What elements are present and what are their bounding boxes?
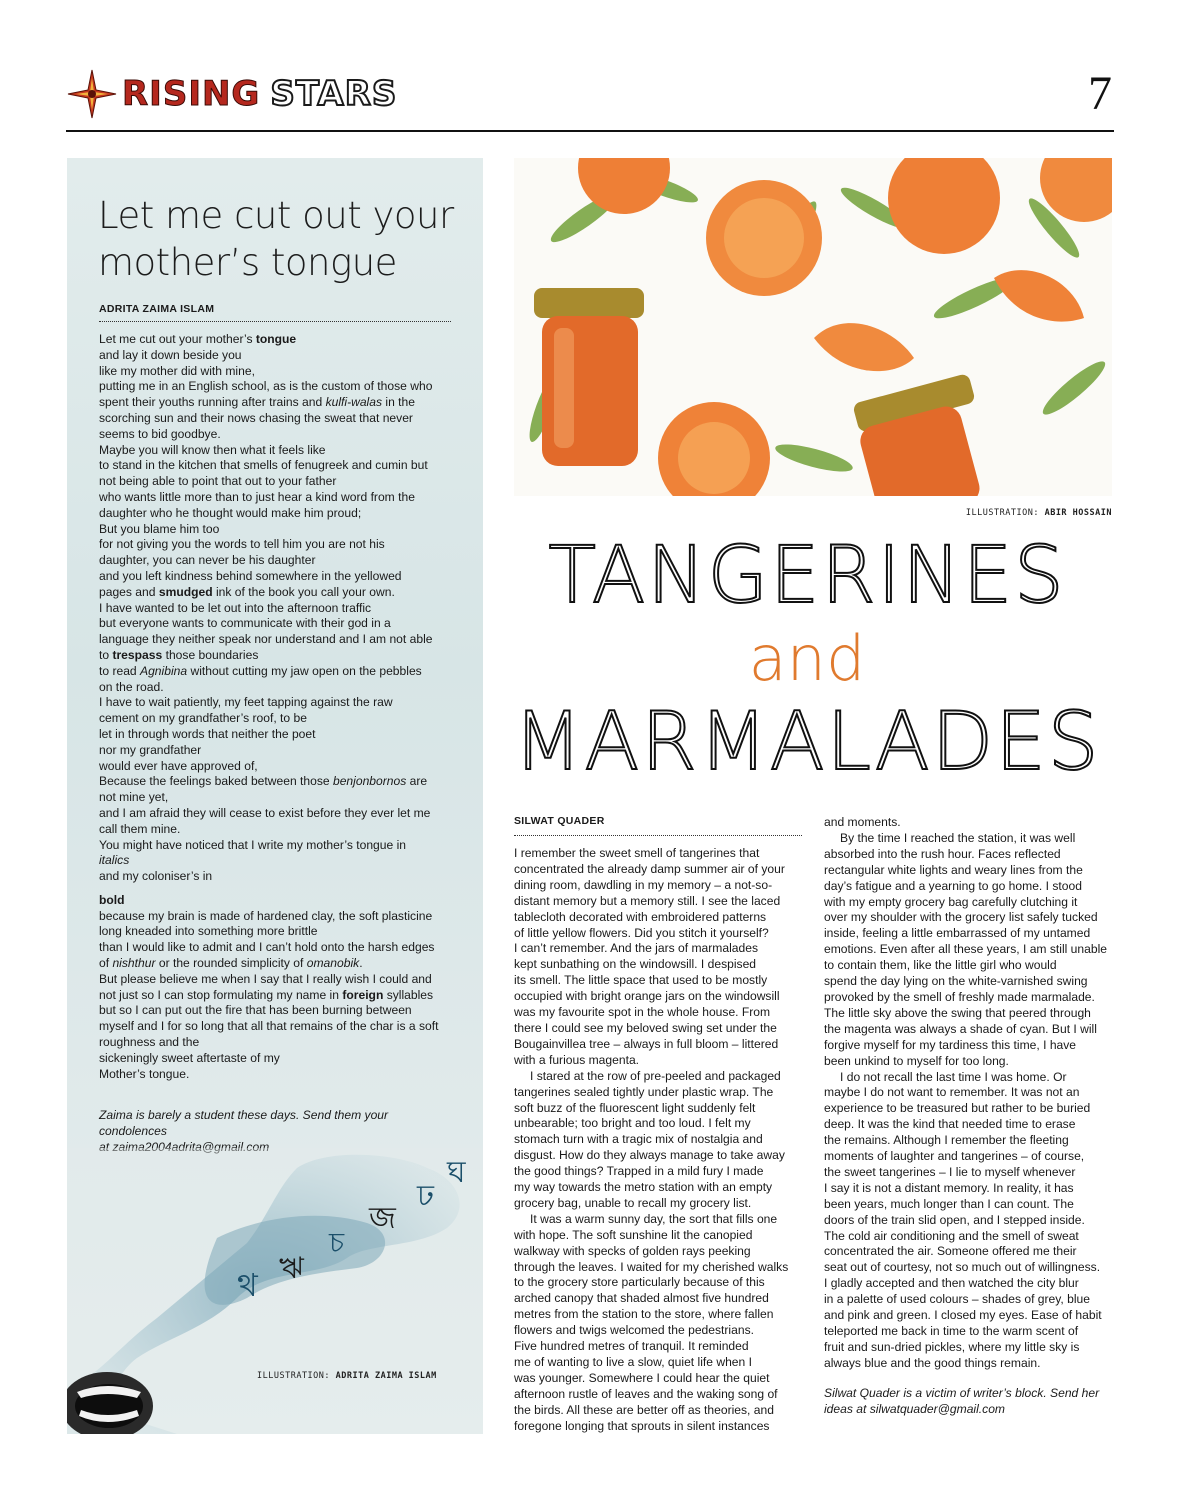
rising-stars-logo xyxy=(66,68,397,120)
poem-body xyxy=(99,332,459,1082)
poem-line: not just so I can stop formulating my name in foreign syllables xyxy=(99,987,434,1002)
article-line: tangerines sealed tightly under plastic wrap. The xyxy=(514,1084,774,1099)
poem-line: but so I can put out the fire that has been burning between xyxy=(99,1003,412,1018)
article-line: me of wanting to live a slow, quiet life when I xyxy=(514,1355,752,1369)
article-line: doors of the train slid open, and I stepped inside. xyxy=(824,1212,1085,1227)
article-headline xyxy=(500,528,1114,790)
poem-title-line-1: Let me cut out your xyxy=(98,194,454,237)
article-line: through the leaves. I waited for my cherished walks xyxy=(514,1259,789,1274)
article-line: always blue and the good things remain. xyxy=(824,1355,1041,1370)
poem-byline: ADRITA ZAIMA ISLAM xyxy=(99,303,451,322)
article-line: maybe I do not want to remember. It was not an xyxy=(824,1085,1080,1100)
article-line: in a palette of used colours – shades of grey, blue xyxy=(824,1292,1091,1307)
poem-line: nor my grandfather xyxy=(99,742,202,757)
bengali-letter-5: ঢ xyxy=(417,1179,434,1214)
poem-line: italics xyxy=(99,853,130,868)
poem-line: Mother’s tongue. xyxy=(99,1066,190,1081)
article-line: been unkind to myself for too long. xyxy=(824,1053,1009,1068)
article-line: provoked by the smell of freshly made marmalade. xyxy=(824,989,1095,1004)
article-column-2 xyxy=(824,815,1114,1418)
poem-line: language they neither speak nor understand and I am not able xyxy=(99,632,433,647)
poem-line: but everyone wants to communicate with their god in a xyxy=(99,616,391,631)
logo-word-rising: RISING xyxy=(122,74,261,114)
poem-title-line-2: mother’s tongue xyxy=(98,241,397,284)
article-line: to the grocery store particularly because of this xyxy=(514,1275,765,1290)
poem-line: and my coloniser’s in xyxy=(99,869,213,884)
tangerines-jars-illustration xyxy=(514,158,1112,496)
article-line: my way towards the metro station with an empty xyxy=(514,1180,773,1195)
poem-line: But please believe me when I say that I really wish I could and xyxy=(99,971,432,986)
article-line: been years, much longer than I can count. The xyxy=(824,1196,1074,1211)
article-line: occupied with bright orange jars on the windowsill xyxy=(514,989,780,1004)
article-line: the birds. All these are better off as theories, and xyxy=(514,1402,774,1417)
article-line: with a furious magenta. xyxy=(514,1052,640,1067)
poem-line: myself and I for so long that all that remains of the char is a soft xyxy=(99,1019,439,1034)
poem-line: long kneaded into something more brittle xyxy=(99,924,318,939)
article-line: absorbed into the rush hour. Faces reflected xyxy=(824,846,1061,861)
article-illustration-credit xyxy=(966,508,1112,518)
poem-line: Let me cut out your mother’s tongue xyxy=(99,332,297,346)
poem-line: than I would like to admit and I can’t hold onto the harsh edges xyxy=(99,940,435,955)
poem-panel xyxy=(67,158,483,1434)
article-line: emotions. Even after all these years, I am still unable xyxy=(824,942,1107,957)
article-line: grocery bag, unable to recall my grocery list. xyxy=(514,1195,752,1210)
star-compass-icon xyxy=(66,68,118,120)
article-line: inside, feeling a little embarrassed of my untamed xyxy=(824,926,1091,941)
poem-line: bold xyxy=(99,892,125,907)
bengali-letter-3: চ xyxy=(329,1226,345,1259)
poem-line: and I am afraid they will cease to exist before they ever let me xyxy=(99,805,431,820)
article-line: spend the day lying on the white-varnished swing xyxy=(824,974,1088,989)
article-line: unbearable; too bright and too loud. I felt my xyxy=(514,1116,751,1131)
article-line: fruit and sun-dried pickles, where my little sky is xyxy=(824,1339,1080,1354)
article-line: metres from the station to the store, where fallen xyxy=(514,1307,774,1322)
article-line: rectangular white lights and weary lines from the xyxy=(824,862,1083,877)
credit-name: ABIR HOSSAIN xyxy=(1044,508,1112,518)
article-line: arched canopy that shaded almost five hundred xyxy=(514,1291,769,1306)
poem-line: pages and smudged ink of the book you call your own. xyxy=(99,584,395,599)
article-line: of little yellow flowers. Did you stitch it yourself? xyxy=(514,925,769,940)
poem-line: roughness and the xyxy=(99,1035,200,1050)
article-line: forgive myself for my tardiness this time, I have xyxy=(824,1037,1077,1052)
article-line: I stared at the row of pre-peeled and packaged xyxy=(530,1068,781,1083)
article-line: flowers and twigs welcomed the pedestrians. xyxy=(514,1323,754,1338)
article-line: stomach turn with a tragic mix of nostalgia and xyxy=(514,1132,763,1147)
poem-line: seems to bid goodbye. xyxy=(99,426,221,441)
article-line: I can’t remember. And the jars of marmalades xyxy=(514,941,759,956)
poem-line: putting me in an English school, as is the custom of those who xyxy=(99,379,433,394)
logo-word-stars: STARS xyxy=(270,74,398,114)
bengali-letter-6: ঘ xyxy=(447,1155,466,1190)
poem-line: to read Agnibina without cutting my jaw open on the pebbles xyxy=(99,663,422,678)
poem-line: But you blame him too xyxy=(99,521,220,536)
poem-line: spent their youths running after trains and kulfi-walas in the xyxy=(99,395,415,410)
article-line: was younger. Somewhere I could hear the quiet xyxy=(514,1370,770,1385)
article-line: and pink and green. I closed my eyes. Ease of habit xyxy=(824,1308,1102,1323)
article-line: afternoon rustle of leaves and the waking song of xyxy=(514,1386,778,1401)
article-line: deep. It was the kind that needed time to erase xyxy=(824,1117,1076,1132)
article-line: I remember the sweet smell of tangerines that xyxy=(514,846,760,860)
poem-line: let in through words that neither the poet xyxy=(99,726,316,741)
poem-line: and lay it down beside you xyxy=(99,347,242,362)
poem-line: to trespass those boundaries xyxy=(99,647,259,662)
article-line: the good things? Trapped in a mild fury I made xyxy=(514,1164,764,1179)
article-column-1 xyxy=(514,846,804,1435)
article-line: walkway with specks of golden rays peeking xyxy=(514,1243,751,1258)
poem-line: I have to wait patiently, my feet tapping against the raw xyxy=(99,695,393,710)
article-line: The cold air conditioning and the smell of sweat xyxy=(824,1228,1079,1243)
poem-line: for not giving you the words to tell him you are not his xyxy=(99,537,385,552)
article-line: teleported me back in time to the warm scent of xyxy=(824,1324,1079,1338)
bengali-letter-4: জ xyxy=(369,1201,396,1236)
article-line: concentrated the air. Someone offered me their xyxy=(824,1244,1077,1259)
article-line: the remains. Although I remember the fleeting xyxy=(824,1133,1069,1148)
article-line: The little sky above the swing that peered through xyxy=(824,1005,1091,1020)
article-line: distant memory but a memory still. I see the laced xyxy=(514,893,781,908)
article-line: the magenta was always a shade of cyan. But I will xyxy=(824,1021,1097,1036)
article-line: with my empty grocery bag carefully clutching it xyxy=(824,894,1078,909)
article-line: seat out of courtesy, not so much out of willingness. xyxy=(824,1260,1101,1275)
poem-line: You might have noticed that I write my mother’s tongue in xyxy=(99,837,406,852)
bengali-letter-2: ঋ xyxy=(279,1251,304,1286)
article-line: there I could see my beloved swing set under the xyxy=(514,1020,777,1035)
article-line: soft buzz of the fluorescent light suddenly felt xyxy=(514,1100,756,1115)
article-line: concentrated the already damp summer air of your xyxy=(514,861,785,876)
article-line: and moments. xyxy=(824,815,901,829)
article-line: Five hundred metres of tranquil. It reminded xyxy=(514,1339,749,1354)
article-author-note: Silwat Quader is a victim of writer’s block. Send her xyxy=(824,1385,1100,1400)
article-line: tablecloth decorated with embroidered patterns xyxy=(514,909,767,924)
poem-illustration-credit xyxy=(257,1371,437,1381)
headline-middle: and xyxy=(748,622,866,695)
poem-line: and you left kindness behind somewhere in the yellowed xyxy=(99,568,402,583)
article-line: day’s fatigue and a yearning to go home. I stood xyxy=(824,878,1082,893)
poem-line: to stand in the kitchen that smells of fenugreek and cumin but xyxy=(99,458,428,473)
article-line: with hope. The soft sunshine lit the canopied xyxy=(514,1227,753,1242)
poem-line: Maybe you will know then what it feels like xyxy=(99,442,326,457)
article-byline: SILWAT QUADER xyxy=(514,815,802,836)
article-line: By the time I reached the station, it was well xyxy=(840,830,1076,845)
article-line: kept sunbathing on the windowsill. I despised xyxy=(514,957,757,972)
poem-line: scorching sun and their nows chasing the sweat that never xyxy=(99,410,413,425)
poem-line: cement on my grandfather’s roof, to be xyxy=(99,711,307,726)
poem-line xyxy=(99,885,459,893)
article-author-note: ideas at silwatquader@gmail.com xyxy=(824,1401,1005,1416)
poem-line: because my brain is made of hardened clay, the soft plasticine xyxy=(99,908,433,923)
article-line: experience to be treasured but rather to be buried xyxy=(824,1101,1091,1116)
poem-line: like my mother did with mine, xyxy=(99,363,255,378)
article-line: I do not recall the last time I was home. Or xyxy=(840,1069,1067,1084)
poem-line: on the road. xyxy=(99,679,164,694)
article-line: was my favourite spot in the whole house. From xyxy=(514,1005,771,1020)
poem-line: would ever have approved of, xyxy=(99,758,258,773)
spacer xyxy=(824,1372,1114,1386)
masthead xyxy=(66,62,1114,132)
poem-line: call them mine. xyxy=(99,821,181,836)
poem-line: daughter, you can never be his daughter xyxy=(99,553,316,568)
poem-line: not mine yet, xyxy=(99,790,169,805)
page-number: 7 xyxy=(1088,67,1112,120)
article-line: I say it is not a distant memory. In reality, it has xyxy=(824,1180,1074,1195)
mouth-letters-illustration xyxy=(67,1148,483,1434)
article-line: its smell. The little space that used to be mostly xyxy=(514,973,768,988)
credit-label: ILLUSTRATION: xyxy=(965,508,1039,518)
credit-label: ILLUSTRATION: xyxy=(257,1371,331,1381)
article-line: the sweet tangerines – I lie to myself whenever xyxy=(824,1164,1076,1179)
poem-line: not being able to point that out to your father xyxy=(99,474,337,489)
poem-line: Because the feelings baked between those benjonbornos are xyxy=(99,774,428,789)
headline-bottom: MARMALADES xyxy=(513,695,1101,788)
article-line: It was a warm sunny day, the sort that fills one xyxy=(530,1211,778,1226)
headline-top: TANGERINES xyxy=(548,531,1066,621)
poem-line: sickeningly sweet aftertaste of my xyxy=(99,1050,280,1065)
article-line: disgust. How do they always manage to take away xyxy=(514,1148,785,1163)
article-line: I gladly accepted and then watched the city blur xyxy=(824,1276,1079,1291)
poem-line: of nishthur or the rounded simplicity of omanobik. xyxy=(99,956,363,971)
poem-line: who wants little more than to just hear a kind word from the xyxy=(99,489,415,504)
credit-name: ADRITA ZAIMA ISLAM xyxy=(335,1371,437,1381)
article-line: moments of laughter and tangerines – of course, xyxy=(824,1149,1085,1164)
poem-note-line-1: Zaima is barely a student these days. Send them your condolences xyxy=(99,1108,389,1138)
article-line: over my shoulder with the grocery list safely tucked xyxy=(824,910,1098,925)
bengali-letter-1: থ xyxy=(237,1266,258,1304)
article-line: to contain them, like the little girl who would xyxy=(824,958,1057,973)
poem-line: I have wanted to be let out into the afternoon traffic xyxy=(99,600,372,615)
poem-title xyxy=(98,192,468,286)
poem-note-line-2: at zaima2004adrita@gmail.com xyxy=(99,1139,270,1154)
article-line: foregone longing that sprouts in silent instances xyxy=(514,1418,770,1433)
article-line: Bougainvillea tree – always in full bloom – littered xyxy=(514,1036,779,1051)
article-line: dining room, dawdling in my memory – a not-so- xyxy=(514,877,773,892)
poem-line: daughter who he thought would make him proud; xyxy=(99,505,362,520)
